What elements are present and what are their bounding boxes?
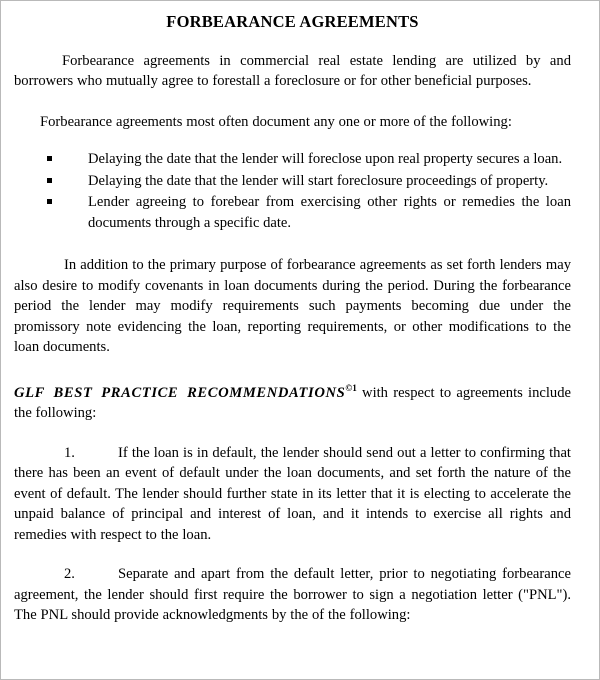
list-item [14,171,571,192]
paragraph-lead-in: Forbearance agreements most often document any one or more of the following: [40,113,512,130]
best-practice-heading-trailing: with respect to agreements include the following: [14,384,571,422]
best-practice-heading [14,378,571,424]
list-item-text: Delaying the date that the lender will foreclose upon real property secures a loan. [88,151,563,168]
numbered-paragraph-1 [14,443,571,546]
numbered-paragraph-1-number: 1. [64,444,75,461]
list-item-text: Delaying the date that the lender will start foreclosure proceedings of property. [88,172,549,189]
footnote-marker: ©1 [345,382,357,393]
page-title: FORBEARANCE AGREEMENTS [166,12,419,31]
list-item-text: Lender agreeing to forebear from exercising other rights or remedies the loan documents through a specific date. [88,194,571,231]
document-body [14,1,571,626]
numbered-paragraph-2-number: 2. [64,566,75,583]
paragraph-additional-purpose: In addition to the primary purpose of forbearance agreements as set forth lenders may also desire to modify covenants in loan documents during the period. During the forbearance period the lender may modify requirements such payments becoming due under the promissory note evidencing the loan, reporting requirements, or other modifications to the loan documents. [14,257,571,356]
numbered-paragraph-1-text: If the loan is in default, the lender should send out a letter to confirming that there has been an event of default under the loan documents, and set forth the nature of the event of default. The lender should further state in its letter that it is electing to accelerate the unpaid balance of principal and interest of loan, and it intends to exercise all rights and remedies with respect to the loan. [14,444,571,543]
bullet-list [14,149,571,233]
list-item [14,149,571,170]
square-bullet-icon [47,156,52,161]
numbered-paragraph-2 [14,564,571,626]
paragraph-intro: Forbearance agreements in commercial real estate lending are utilized by and borrowers who mutually agree to forestall a foreclosure or for other beneficial purposes. [14,52,571,90]
best-practice-heading-emphasis [14,382,357,401]
square-bullet-icon [47,199,52,204]
list-item [14,192,571,233]
numbered-paragraph-2-text: Separate and apart from the default letter, prior to negotiating forbearance agreement, the lender should first require the borrower to sign a negotiation letter ("PNL"). The PNL should provide acknowledgments by the of the following: [14,566,571,624]
best-practice-heading-text: GLF BEST PRACTICE RECOMMENDATIONS [14,384,346,401]
square-bullet-icon [47,178,52,183]
